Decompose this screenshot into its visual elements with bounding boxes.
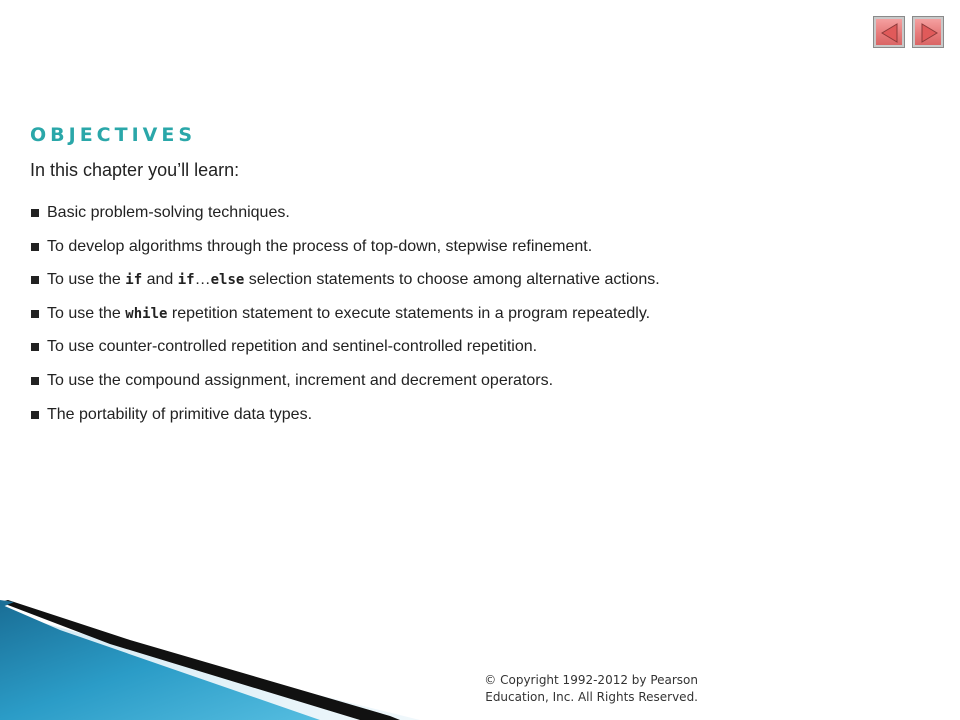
- objective-text: Basic problem-solving techniques.: [47, 204, 290, 221]
- copyright-notice: [484, 672, 698, 706]
- objective-item: [30, 263, 750, 297]
- objective-text: and: [142, 271, 178, 289]
- square-bullet-icon: [31, 343, 39, 351]
- intro-text: In this chapter you’ll learn:: [30, 160, 240, 180]
- objective-text: selection statements to choose among alternative actions.: [244, 271, 660, 289]
- objective-text: …: [194, 271, 211, 289]
- code-keyword: else: [210, 272, 245, 289]
- square-bullet-icon: [31, 209, 39, 217]
- previous-slide-button[interactable]: [874, 17, 904, 47]
- objective-text: To use the: [47, 271, 126, 289]
- copyright-line-2: Education, Inc. All Rights Reserved.: [485, 690, 698, 704]
- objective-text: To develop algorithms through the process of top-down, stepwise refinement.: [47, 237, 593, 255]
- objective-text: To use counter-controlled repetition and sentinel-controlled repetition.: [47, 338, 538, 356]
- objective-text: repetition statement to execute statements in a program repeatedly.: [167, 304, 651, 322]
- code-keyword: if: [177, 272, 195, 289]
- square-bullet-icon: [31, 276, 39, 284]
- code-keyword: if: [125, 272, 143, 289]
- objective-text: The portability of primitive data types.: [47, 405, 313, 423]
- square-bullet-icon: [31, 377, 39, 385]
- triangle-right-icon: [918, 22, 940, 44]
- objectives-list: [30, 196, 750, 431]
- next-slide-button[interactable]: [913, 17, 943, 47]
- triangle-left-icon: [879, 22, 901, 44]
- objective-item: [30, 297, 750, 331]
- square-bullet-icon: [31, 411, 39, 419]
- square-bullet-icon: [31, 243, 39, 251]
- objective-text: To use the compound assignment, increment and decrement operators.: [47, 371, 554, 389]
- square-bullet-icon: [31, 310, 39, 318]
- copyright-line-1: © Copyright 1992-2012 by Pearson: [484, 673, 698, 687]
- objective-item: [30, 230, 750, 264]
- objective-text: To use the: [47, 304, 126, 322]
- objective-item: [30, 330, 750, 364]
- objective-item: [30, 196, 750, 230]
- objective-item: [30, 398, 750, 432]
- objective-item: [30, 364, 750, 398]
- slide-heading: OBJECTIVES: [30, 124, 197, 146]
- code-keyword: while: [125, 305, 168, 322]
